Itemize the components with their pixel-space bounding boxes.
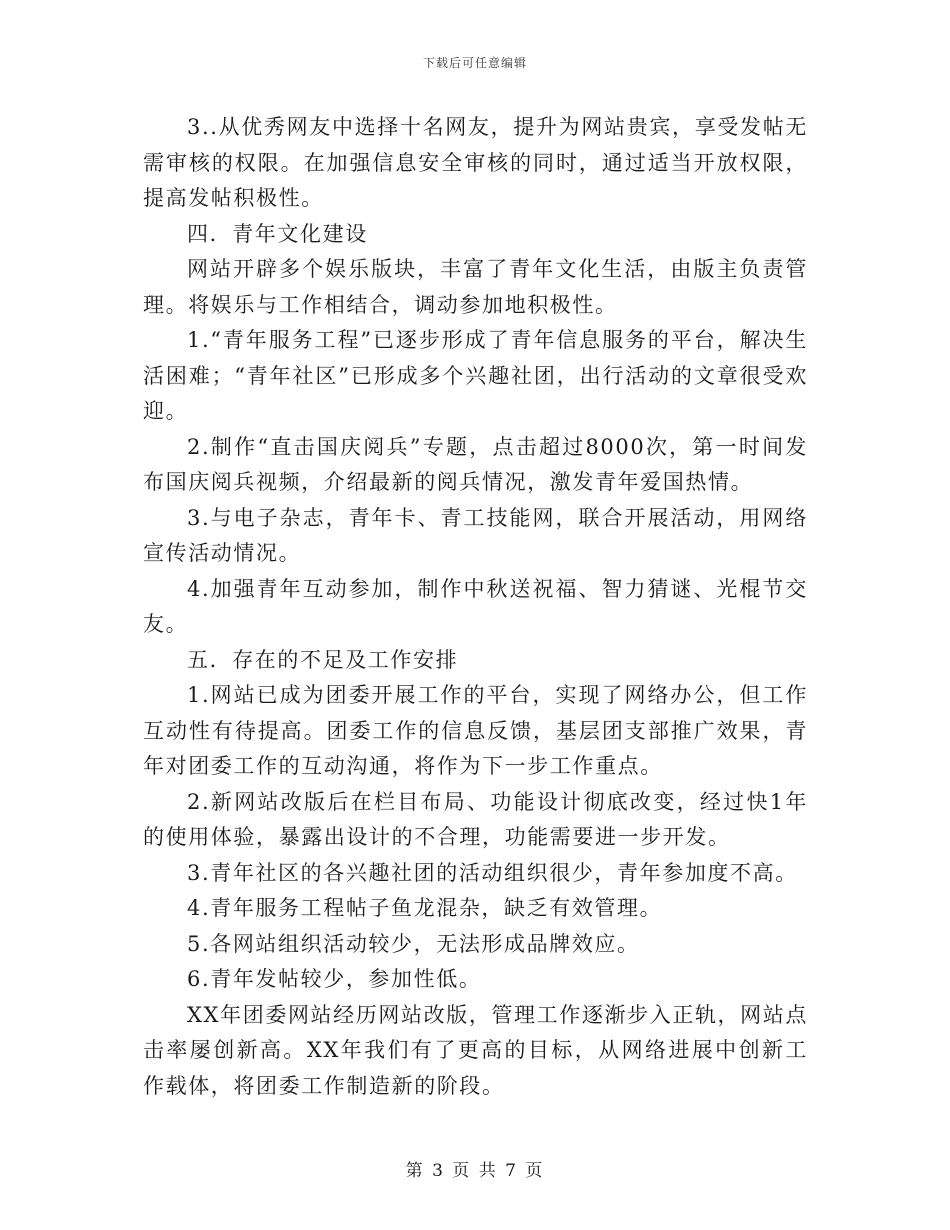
paragraph: 3..从优秀网友中选择十名网友，提升为网站贵宾，享受发帖无需审核的权限。在加强信息安全审核的同时，通过适当开放权限，提高发帖积极性。 — [143, 115, 808, 210]
paragraph: 1.网站已成为团委开展工作的平台，实现了网络办公，但工作互动性有待提高。团委工作的信息反馈，基层团支部推广效果，青年对团委工作的互动沟通，将作为下一步工作重点。 — [143, 683, 808, 778]
section-heading: 五．存在的不足及工作安排 — [187, 647, 459, 672]
paragraph: 1.“青年服务工程”已逐步形成了青年信息服务的平台，解决生活困难；“青年社区”已形成多个兴趣社团，出行活动的文章很受欢迎。 — [143, 328, 808, 423]
paragraph: 3.青年社区的各兴趣社团的活动组织很少，青年参加度不高。 — [187, 860, 798, 885]
paragraph: 4.加强青年互动参加，制作中秋送祝福、智力猜谜、光棍节交友。 — [143, 576, 808, 636]
paragraph: 6.青年发帖较少，参加性低。 — [187, 967, 482, 991]
paragraph: 2.新网站改版后在栏目布局、功能设计彻底改变，经过快1年的使用体验，暴露出设计的不合理，功能需要进一步开发。 — [143, 789, 808, 849]
section-heading: 四．青年文化建设 — [187, 221, 368, 246]
paragraph: 网站开辟多个娱乐版块，丰富了青年文化生活，由版主负责管理。将娱乐与工作相结合，调动参加地积极性。 — [143, 257, 808, 317]
paragraph: 4.青年服务工程帖子鱼龙混杂，缺乏有效管理。 — [187, 896, 663, 920]
paragraph: 5.各网站组织活动较少，无法形成品牌效应。 — [187, 931, 640, 956]
document-body — [143, 110, 808, 1104]
page-header: 下载后可任意编辑 — [422, 56, 527, 70]
paragraph: 3.与电子杂志，青年卡、青工技能网，联合开展活动，用网络宣传活动情况。 — [143, 505, 808, 565]
paragraph: 2.制作“直击国庆阅兵”专题，点击超过8000次，第一时间发布国庆阅兵视频，介绍最新的阅兵情况，激发青年爱国热情。 — [143, 434, 808, 494]
paragraph: XX年团委网站经历网站改版，管理工作逐渐步入正轨，网站点击率屡创新高。XX年我们有了更高的目标，从网络进展中创新工作载体，将团委工作制造新的阶段。 — [143, 1002, 808, 1098]
page-footer: 第 3 页 共 7 页 — [405, 1161, 545, 1181]
